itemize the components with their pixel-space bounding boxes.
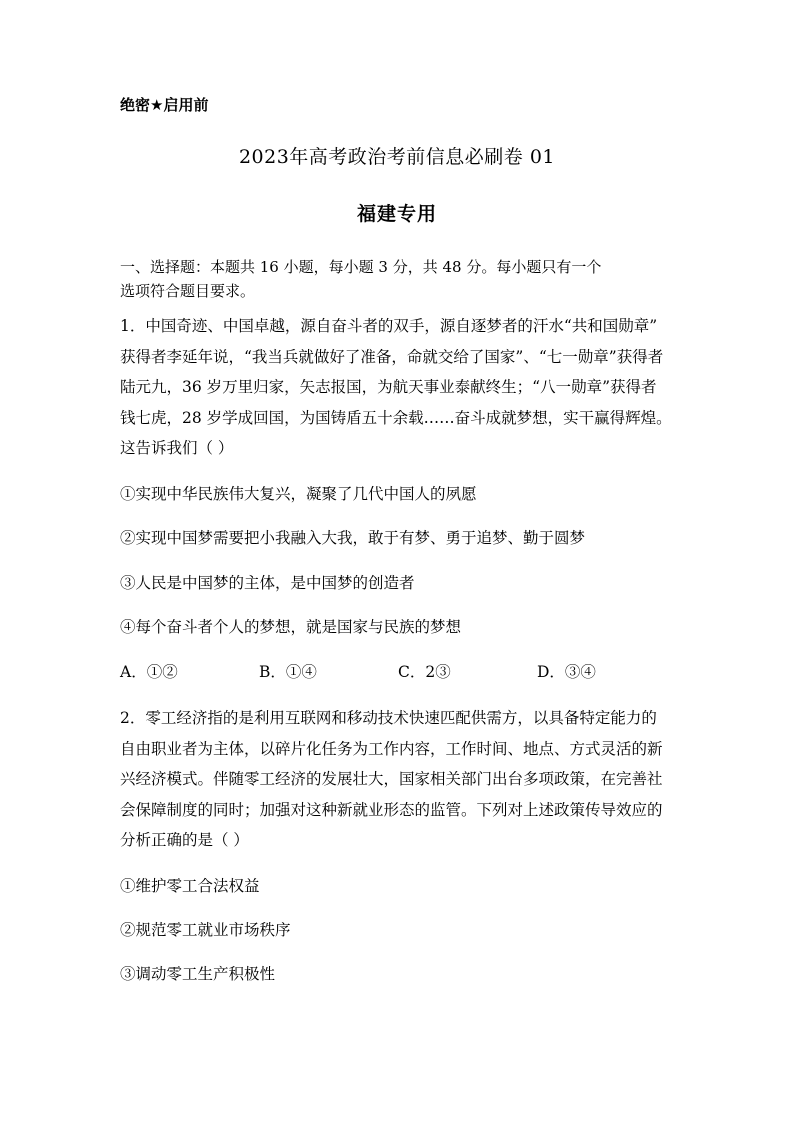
question-1-option-4: ④每个奋斗者个人的梦想，就是国家与民族的梦想	[120, 618, 462, 636]
choice-d: D．③④	[537, 663, 596, 681]
secret-label: 绝密★启用前	[120, 96, 209, 114]
stem-line: 分析正确的是（ ）	[120, 831, 249, 849]
section-heading-line: 选项符合题目要求。	[120, 282, 256, 300]
question-2-option-2: ②规范零工就业市场秩序	[120, 921, 291, 939]
question-1-option-1: ①实现中华民族伟大复兴，凝聚了几代中国人的夙愿	[120, 485, 477, 503]
choice-b: B．①④	[259, 663, 317, 681]
question-2-stem	[120, 703, 682, 856]
stem-line: 获得者李延年说，“我当兵就做好了准备，命就交给了国家”、“七一勋章”获得者	[120, 347, 664, 366]
stem-line: 这告诉我们（ ）	[120, 439, 234, 457]
section-heading	[120, 255, 680, 303]
stem-line: 陆元九，36 岁万里归家，矢志报国，为航天事业泰献终生；“八一勋章”获得者	[120, 378, 657, 396]
question-1-option-2: ②实现中国梦需要把小我融入大我，敢于有梦、勇于追梦、勤于圆梦	[120, 529, 586, 547]
question-1-option-3: ③人民是中国梦的主体，是中国梦的创造者	[120, 574, 415, 592]
stem-line: 兴经济模式。伴随零工经济的发展壮大，国家相关部门出台多项政策，在完善社	[120, 770, 663, 788]
section-heading-line: 一、选择题：本题共 16 小题，每小题 3 分，共 48 分。每小题只有一个	[120, 258, 602, 276]
stem-line: 自由职业者为主体，以碎片化任务为工作内容，工作时间、地点、方式灵活的新	[120, 739, 663, 758]
question-1-stem	[120, 311, 682, 464]
choice-a: A．①②	[120, 663, 178, 681]
stem-line: 钱七虎，28 岁学成回国，为国铸盾五十余载……奋斗成就梦想，实干赢得辉煌。	[120, 408, 672, 427]
choice-c: C．2③	[398, 663, 451, 681]
stem-line: 2．零工经济指的是利用互联网和移动技术快速匹配供需方，以具备特定能力的	[120, 709, 657, 727]
exam-subtitle: 福建专用	[356, 203, 437, 225]
exam-title: 2023年高考政治考前信息必刷卷 01	[238, 146, 556, 168]
question-2-option-3: ③调动零工生产积极性	[120, 965, 276, 983]
stem-line: 1．中国奇迹、中国卓越，源自奋斗者的双手，源自逐梦者的汗水“共和国勋章”	[120, 317, 658, 335]
stem-line: 会保障制度的同时；加强对这种新就业形态的监管。下列对上述政策传导效应的	[120, 800, 663, 819]
question-2-option-1: ①维护零工合法权益	[120, 877, 260, 895]
